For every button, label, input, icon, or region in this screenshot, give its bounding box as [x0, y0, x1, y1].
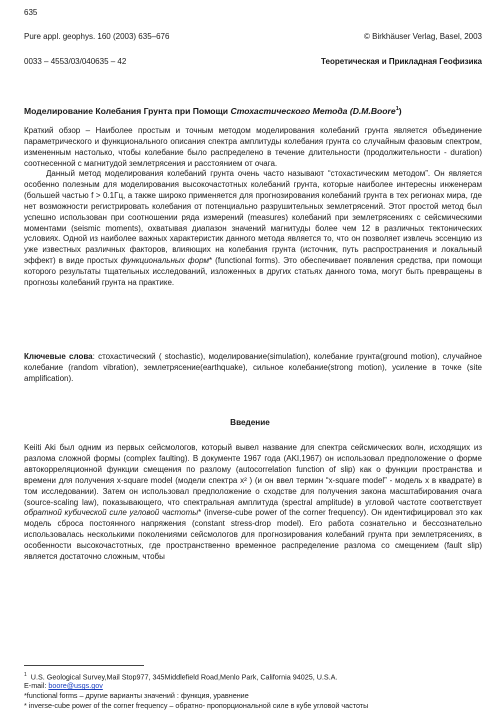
page-number: 635	[24, 8, 38, 17]
intro-paragraph-1	[24, 443, 482, 563]
keywords	[24, 352, 482, 385]
footnote-functional-forms: *functional forms – другие варианты значений : функция, уравнение	[24, 691, 249, 700]
intro-p1-italic: обратной кубической силе угловой частоты	[24, 508, 199, 518]
publisher-line: © Birkhäuser Verlag, Basel, 2003	[364, 32, 482, 41]
abstract-p2-text-end: * (functional forms). Это обеспечивает появления средства, при помощи которого результаты тщательных исследований, изложенных в других статьях данного тома, могут быть превращены в прогнозы колебаний грунта на практике.	[24, 256, 483, 288]
keywords-label: Ключевые слова	[24, 352, 93, 361]
issn-line: 0033 – 4553/03/040635 – 42	[24, 57, 127, 66]
abstract-paragraph-2	[24, 169, 482, 289]
footnote-rule	[24, 665, 144, 666]
email-link[interactable]: boore@usgs.gov	[48, 681, 103, 690]
abstract-p2-text: Данный метод моделирования колебаний грунта очень часто называют “стохастическим методом”. Он является особенно полезным для моделирования высокочастотных колебаний грунта, которые наиболее интересны инженерам (большей частью f > 0.1Гц, а также широко применяется для прогнозирования колебаний грунта в тех регионах мира, где нет возможности регистрировать колебания от потенциально разрушительных землетрясений. Этот простой метод был успешно использован при соотношении ряда измерений (measures) колебаний при землетрясениях с сейсмическими моментами (seismic moments), охватывая диапазон значений магнитуды более чем 12 в различных тектонических условиях. Одной из наиболее важных характеристик данного метода является то, что он позволяет извлечь эссенцию из уже известных различных факторов, влияющих на колебания грунта (источник, путь распространения и локальный эффект) в виде простых	[24, 169, 482, 266]
affiliation-text: U.S. Geological Survey,Mail Stop977, 345Middlefield Road,Menlo Park, California 94025, U.S.A.	[30, 672, 338, 682]
keywords-text: : стохастический ( stochastic), моделирование(simulation), колебание грунта(ground motion), случайное колебание (random vibration), землетрясение(earthquake), сильное колебание(strong motion), усиление в точке (site amplification).	[24, 352, 482, 383]
title-main: Моделирование Колебания Грунта при Помощи	[24, 105, 231, 116]
footnote-mark: 1	[24, 672, 27, 678]
email-label: E-mail:	[24, 681, 49, 690]
title-footnote-mark: 1	[395, 106, 399, 112]
section-heading-intro: Введение	[230, 418, 270, 427]
footnote-email	[24, 681, 484, 691]
intro-p1-text: Keiiti Aki был одним из первых сейсмологов, который вывел название для спектра сейсмических волн, исходящих из разлома сложной формы (complex faulting). В документе 1967 года (AKI,1967) он использовал предположение о форме автокорреляционной функции смещения по разлому (autocorrelation function of slip) как о функции пространства и времени для получения x-square model (модели спектра x² ) (и он ввел термин “x-square model” - модель x в квадрате) в том исследовании). Затем он использовал предположение о сходстве для получения закона масштабирования очага (source-scaling law), показывающего, что спектральная амплитуда (spectral amplitude) в угловой частоте соответствует	[24, 443, 482, 507]
journal-reference: Pure appl. geophys. 160 (2003) 635–676	[24, 32, 170, 41]
abstract-paragraph-1: Краткий обзор – Наиболее простым и точным методом моделирования колебаний грунта является объединение параметрического и функционального описания спектра амплитуды колебания грунта со случайным фазовым спектром, измененным настолько, чтобы колебание было распределено в течение длительности (продолжительности - duration) соотнесенной с магнитудой землетрясения и расстоянием от очага.	[24, 126, 482, 168]
title-close: )	[398, 105, 402, 116]
title-italic: Стохастического Метода (D.M.Boore	[230, 105, 396, 116]
paper-title	[24, 104, 484, 117]
intro-p1-text-end: * (inverse-cube power of the corner frequency). Он идентифицировал это как модель сброса постоянного напряжения (constant stress-drop model). Его работа сознательно и бессознательно использовалась несколькими поколениями сейсмологов для прогнозирования колебаний грунта при землетрясениях, в особенности высокочастотных, где пространственно временное распределение разлома со смещением (fault slip) является достаточно сложным, чтобы	[24, 508, 482, 562]
abstract-p2-italic: функциональных форм	[120, 256, 209, 266]
journal-name: Теоретическая и Прикладная Геофизика	[321, 57, 482, 66]
footnote-inverse-cube: * inverse-cube power of the corner frequency – обратно- пропорциональной силе в кубе угловой частоты	[24, 701, 369, 710]
